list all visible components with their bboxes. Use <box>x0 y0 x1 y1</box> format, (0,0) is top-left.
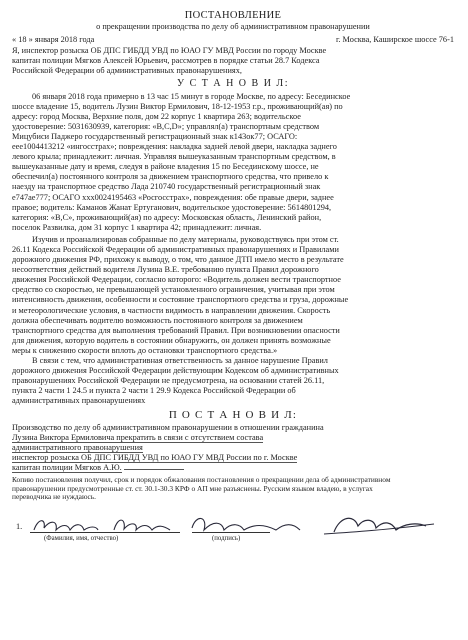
facts-line: удостоверение: 5031630939, категория: «B,C,D»; управлял(а) транспортным средством <box>12 121 320 131</box>
decision-reason: административного правонарушения <box>12 442 143 452</box>
intro-line: капитан полиции Мягков Алексей Юрьевич, рассмотрев в порядке статьи 28.7 Кодекса <box>12 56 320 66</box>
analysis-line: средство со скоростью, не превышающей установленного ограничения, учитывая при этом <box>12 285 335 295</box>
name-line <box>30 532 180 533</box>
grounds-line: В связи с тем, что административная ответственность за данное нарушение Правил <box>32 356 328 365</box>
sign-caption: (подпись) <box>212 534 241 542</box>
receipt-notice <box>12 476 454 502</box>
facts-line: адресу: город Москва, Верхние поля, дом 22 корпус 1 квартира 263; водительское <box>12 111 301 121</box>
analysis-line: несоответствия действий водителя Лузина В.Е. требованию пункта Правил дорожного <box>12 265 319 275</box>
decision-line <box>12 453 454 463</box>
facts-line: е747ае777; ОСАГО ххх0024195463 «Росгосстрах», повреждения: обе правые двери, заднее <box>12 192 334 202</box>
decision-line: Производство по делу об административном правонарушении в отношении гражданина <box>12 422 324 432</box>
notice-line: правонарушении предусмотренные ст. ст. 30.1-30.3 КРФ о АП мне разъяснены. Русским языком владею, в услугах <box>12 484 373 493</box>
facts-line: вышеуказанные дату и время, следуя в районе владения 15 по Бесединскому шоссе, не <box>12 162 319 172</box>
intro-line: Я, инспектор розыска ОБ ДПС ГИБДД УВД по ЮАО ГУ МВД России по городу Москве <box>12 46 327 56</box>
grounds-line: правонарушениях Российской Федерации не предусмотрена, на основании статей 26.11, <box>12 376 325 386</box>
decision-person: Лузина Виктора Ермиловича прекратить в связи с отсутствием состава <box>12 432 264 442</box>
intro-block <box>12 46 454 76</box>
decision-officer-unit: инспектор розыска ОБ ДПС ГИБДД УВД по ЮАО ГУ МВД России по г. Москве <box>12 452 298 462</box>
analysis-line: дорожного движения РФ, прихожу к выводу, о том, что данное ДТП имело место в результате <box>12 255 344 265</box>
decision-block <box>12 423 454 473</box>
notice-line: Копию постановления получил, срок и порядок обжалования постановления о прекращении дела об административном <box>12 476 391 485</box>
facts-line: правое; водитель: Каманов Жанат Ертуганович, водительское удостоверение: 5614801294, <box>12 202 332 212</box>
document-subtitle: о прекращении производства по делу об административном правонарушении <box>96 22 370 31</box>
facts-line: поселок Развилка, дом 31 корпус 1 квартира 42; принадлежит: личная. <box>12 222 262 232</box>
analysis-line: меры к снижению скорости вплоть до остановки транспортного средства.» <box>12 345 278 355</box>
decision-line <box>12 463 454 473</box>
analysis-paragraph <box>12 235 454 356</box>
facts-line: категория: «B,C», проживающий(ая) по адресу: Московская область, Ленинский район, <box>12 212 322 222</box>
facts-line: наезду на транспортное средство Лада 210740 государственный регистрационный знак <box>12 182 321 192</box>
facts-line: шоссе владение 15, водитель Лузин Виктор Ермилович, 18-12-1953 г.р., проживающий(ая) по <box>12 101 343 111</box>
name-caption: (Фамилия, имя, отчество) <box>44 534 119 542</box>
grounds-line: административных правонарушениях <box>12 396 146 406</box>
analysis-line: должна обеспечивать водителю возможность постоянного контроля за движением <box>12 315 303 325</box>
sign-line <box>192 532 270 533</box>
facts-paragraph <box>12 92 454 233</box>
facts-line: обеспечил(а) постоянного контроля за движением транспортного средства, что привело к <box>12 172 329 182</box>
facts-line: Мицубиси Паджеро государственный регистрационный знак к143ок77; ОСАГО: <box>12 131 298 141</box>
analysis-line: Изучив и проанализировав собранные по делу материалы, руководствуясь при этом ст. <box>32 234 339 244</box>
signature-row <box>12 512 454 546</box>
analysis-line: 26.11 Кодекса Российской Федерации об административных правонарушениях и Правилами <box>12 244 339 254</box>
analysis-line: интенсивность движения, особенности и состояние транспортного средства и груза, дорожные <box>12 295 349 305</box>
intro-line: Российской Федерации об административных правонарушениях, <box>12 66 242 76</box>
facts-line: левого крыла; принадлежит: личная. Управляя вышеуказанным транспортным средством, в <box>12 152 336 162</box>
facts-line: 06 января 2018 года примерно в 13 час 15 минут в городе Москве, по адресу: Бесединское <box>32 91 351 101</box>
analysis-line: для движения, которую водитель в состоянии обнаружить, он должен принять возможные <box>12 335 331 345</box>
section-heading-established: У С Т А Н О В И Л: <box>177 78 289 90</box>
date-place-row <box>12 35 454 45</box>
document-title: ПОСТАНОВЛЕНИЕ <box>184 10 282 21</box>
document-date: « 18 » января 2018 года <box>12 35 95 45</box>
document-place: г. Москва, Каширское шоссе 76-1 <box>335 35 454 45</box>
decision-line <box>12 433 454 443</box>
decision-officer-name: капитан полиции Мягков А.Ю. <box>12 462 122 472</box>
grounds-line: дорожного движения Российской Федерации действующим Кодексом об административных <box>12 366 339 376</box>
decision-line <box>12 443 454 453</box>
grounds-line: пункта 2 части 1 24.5 и пункта 2 части 1 29.9 Кодекса Российской Федерации об <box>12 386 296 396</box>
facts-line: еее1004413212 «ингосстрах»; повреждения: накладка задней левой двери, накладка заднего <box>12 142 337 152</box>
officer-signature-line <box>124 469 184 470</box>
analysis-line: движения Российской Федерации, согласно которого: «Водитель должен вести транспортное <box>12 275 341 285</box>
analysis-line: транспортного средства для выполнения требований Правил. При возникновении опасности <box>12 325 340 335</box>
section-heading-decided: П О С Т А Н О В И Л: <box>168 409 298 422</box>
analysis-line: и метеорологические условия, в частности видимость в направлении движения. Скорость <box>12 305 331 315</box>
signature-number: 1. <box>16 521 23 531</box>
notice-line: переводчика не нуждаюсь. <box>12 493 96 502</box>
grounds-paragraph <box>12 356 454 406</box>
